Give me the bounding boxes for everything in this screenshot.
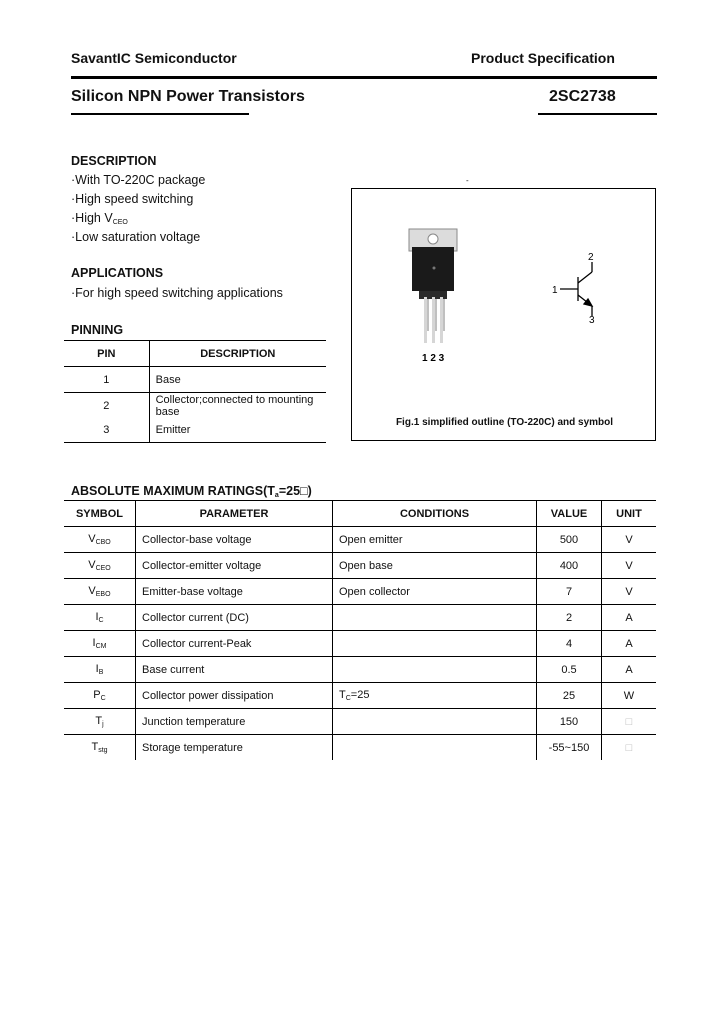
table-row — [64, 709, 656, 735]
conditions-cell — [333, 657, 537, 683]
symbol-cell: $I_B$ — [64, 657, 136, 683]
ratings-heading: ABSOLUTE MAXIMUM $RATINGS(T_a=25□)$ — [71, 484, 312, 499]
symbol-cell: $I_C$ — [64, 605, 136, 631]
title-underline-right — [538, 113, 657, 115]
applications-heading: APPLICATIONS — [71, 266, 164, 280]
table-row — [64, 393, 326, 419]
unit-cell: W — [602, 683, 657, 709]
parameter-cell: Collector-emitter voltage — [136, 553, 333, 579]
table-row — [64, 657, 656, 683]
unit-cell: A — [602, 657, 657, 683]
value-cell: 400 — [537, 553, 602, 579]
symbol-pin-emitter: 3 — [589, 315, 595, 326]
pinning-heading: PINNING — [71, 323, 124, 337]
company-name: SavantIC Semiconductor — [71, 50, 237, 66]
table-row — [64, 735, 656, 761]
header-rule — [71, 76, 657, 79]
parameter-column-header: PARAMETER — [136, 501, 333, 527]
table-row — [64, 631, 656, 657]
pinning-table — [64, 340, 326, 443]
table-row — [64, 579, 656, 605]
description-item: ·High speed switching — [71, 192, 194, 206]
symbol-pin-collector: 2 — [588, 252, 594, 263]
table-row — [64, 419, 326, 443]
value-cell: -55~150 — [537, 735, 602, 761]
parameter-cell: Collector power dissipation — [136, 683, 333, 709]
figure-caption: Fig.1 simplified outline (TO-220C) and symbol — [395, 417, 614, 428]
symbol-cell: $T_j$ — [64, 709, 136, 735]
symbol-cell: $I_{CM}$ — [64, 631, 136, 657]
conditions-cell: $T_C=25$ — [333, 683, 537, 709]
value-column-header: VALUE — [537, 501, 602, 527]
pinning-header-row — [64, 341, 326, 367]
value-cell: 500 — [537, 527, 602, 553]
part-number: 2SC2738 — [549, 88, 616, 105]
conditions-cell: Open base — [333, 553, 537, 579]
figure-box — [351, 188, 656, 441]
parameter-cell: Collector current-Peak — [136, 631, 333, 657]
table-row — [64, 605, 656, 631]
parameter-cell: Collector-base voltage — [136, 527, 333, 553]
parameter-cell: Emitter-base voltage — [136, 579, 333, 605]
ratings-table — [64, 500, 656, 760]
symbol-cell: $T_{stg}$ — [64, 735, 136, 761]
conditions-cell: Open collector — [333, 579, 537, 605]
symbol-pin-base: 1 — [552, 285, 558, 296]
conditions-cell — [333, 631, 537, 657]
doc-type: Product Specification — [471, 50, 615, 66]
table-row — [64, 553, 656, 579]
parameter-cell: Collector current (DC) — [136, 605, 333, 631]
symbol-cell: $V_{CEO}$ — [64, 553, 136, 579]
unit-cell: □ — [625, 741, 633, 754]
pin-number: 1 — [64, 367, 149, 393]
table-row — [64, 683, 656, 709]
unit-cell: □ — [602, 709, 657, 735]
value-cell: 0.5 — [537, 657, 602, 683]
symbol-cell: $V_{EBO}$ — [64, 579, 136, 605]
description-item: ·Low saturation voltage — [71, 230, 201, 244]
page-title: Silicon NPN Power Transistors — [71, 88, 305, 105]
symbol-cell: $V_{CBO}$ — [64, 527, 136, 553]
package-outline-image — [409, 229, 457, 343]
package-pin-labels: 1 2 3 — [422, 353, 445, 364]
value-cell: 4 — [537, 631, 602, 657]
figure-drawing — [352, 189, 657, 442]
description-item: ·High $V_{CEO}$ — [71, 211, 128, 226]
table-row — [64, 367, 326, 393]
pin-number: 3 — [64, 419, 149, 443]
unit-cell: A — [602, 605, 657, 631]
unit-cell: V — [602, 553, 657, 579]
unit-cell: V — [602, 579, 657, 605]
conditions-cell — [333, 605, 537, 631]
value-cell: 7 — [537, 579, 602, 605]
pin-description: Base — [149, 367, 326, 393]
stray-mark: - — [466, 176, 469, 185]
symbol-column-header: SYMBOL — [64, 501, 136, 527]
value-cell: 25 — [537, 683, 602, 709]
conditions-cell: Open emitter — [333, 527, 537, 553]
title-underline-left — [71, 113, 249, 115]
parameter-cell: Storage temperature — [136, 735, 333, 761]
unit-cell: V — [602, 527, 657, 553]
symbol-cell: $P_C$ — [64, 683, 136, 709]
table-row — [64, 527, 656, 553]
description-item: ·With TO-220C package — [71, 173, 206, 187]
parameter-cell: Base current — [136, 657, 333, 683]
conditions-cell — [333, 709, 537, 735]
description-heading: DESCRIPTION — [71, 154, 157, 168]
description-column-header: DESCRIPTION — [149, 341, 326, 367]
conditions-cell — [333, 735, 537, 761]
pin-column-header: PIN — [64, 341, 149, 367]
value-cell: 2 — [537, 605, 602, 631]
npn-symbol-icon — [560, 262, 592, 316]
parameter-cell: Junction temperature — [136, 709, 333, 735]
unit-column-header: UNIT — [602, 501, 657, 527]
pin-description: Emitter — [149, 419, 326, 443]
conditions-column-header: CONDITIONS — [333, 501, 537, 527]
applications-item: ·For high speed switching applications — [71, 286, 283, 300]
value-cell: 150 — [537, 709, 602, 735]
pin-description: Collector;connected to mounting base — [155, 393, 314, 418]
pin-number: 2 — [64, 393, 149, 419]
unit-cell: A — [602, 631, 657, 657]
ratings-header-row — [64, 501, 656, 527]
